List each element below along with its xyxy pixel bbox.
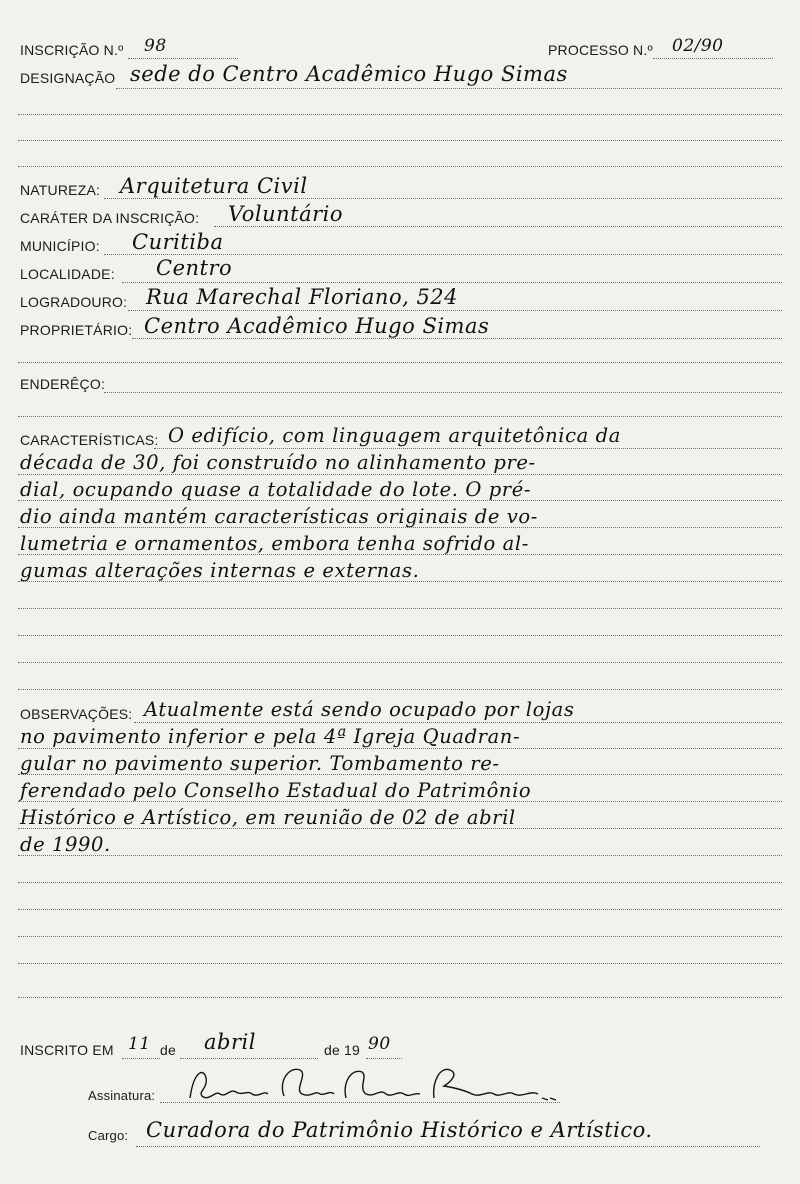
carater-label: CARÁTER DA INSCRIÇÃO:: [20, 210, 200, 226]
caracteristicas-line: gumas alterações internas e externas.: [20, 559, 420, 582]
logradouro-label: LOGRADOURO:: [20, 294, 128, 310]
observacoes-line: ferendado pelo Conselho Estadual do Patrimônio: [20, 779, 532, 802]
designacao-value: sede do Centro Acadêmico Hugo Simas: [130, 62, 568, 86]
logradouro-value: Rua Marechal Floriano, 524: [146, 285, 459, 309]
observacoes-line: de 1990.: [20, 833, 111, 856]
proprietario-line: [132, 338, 782, 339]
ruled-line: [134, 722, 782, 723]
ruled-line: [18, 416, 782, 417]
ruled-line: [18, 963, 782, 964]
caracteristicas-line: dial, ocupando quase a totalidade do lote. O pré-: [20, 478, 532, 501]
observacoes-line: no pavimento inferior e pela 4ª Igreja Quadran-: [20, 725, 521, 748]
municipio-line: [104, 254, 782, 255]
caracteristicas-label: CARACTERÍSTICAS:: [20, 432, 159, 448]
observacoes-line: gular no pavimento superior. Tombamento re-: [20, 752, 500, 775]
inscrito-month: abril: [204, 1030, 256, 1054]
localidade-line: [122, 282, 782, 283]
observacoes-label: OBSERVAÇÕES:: [20, 706, 133, 722]
natureza-line: [104, 198, 782, 199]
ruled-line: [154, 448, 782, 449]
ruled-line: [18, 936, 782, 937]
natureza-value: Arquitetura Civil: [120, 174, 308, 198]
proprietario-label: PROPRIETÁRIO:: [20, 322, 133, 338]
cargo-label: Cargo:: [88, 1128, 129, 1143]
ruled-line: [18, 362, 782, 363]
ruled-line: [18, 662, 782, 663]
ruled-line: [18, 748, 782, 749]
assinatura-label: Assinatura:: [88, 1088, 156, 1103]
municipio-label: MUNICÍPIO:: [20, 238, 100, 254]
inscrito-label: INSCRITO EM: [20, 1042, 114, 1058]
caracteristicas-line: O edifício, com linguagem arquitetônica da: [168, 424, 621, 447]
ruled-line: [18, 689, 782, 690]
observacoes-line: Atualmente está sendo ocupado por lojas: [144, 698, 575, 721]
de-label: de: [160, 1042, 176, 1058]
localidade-value: Centro: [156, 256, 233, 280]
year-prefix-label: de 19: [324, 1042, 361, 1058]
inscrito-day: 11: [128, 1034, 151, 1054]
ruled-line: [18, 114, 782, 115]
cargo-line: [136, 1146, 760, 1147]
natureza-label: NATUREZA:: [20, 182, 101, 198]
caracteristicas-line: dio ainda mantém características originais de vo-: [20, 505, 538, 528]
endereco-line: [104, 392, 782, 393]
designacao-label: DESIGNAÇÃO: [20, 70, 116, 86]
observacoes-line: Histórico e Artístico, em reunião de 02 de abril: [20, 806, 516, 829]
ruled-line: [18, 882, 782, 883]
inscricao-value: 98: [144, 36, 167, 56]
day-line: [122, 1058, 160, 1059]
proprietario-value: Centro Acadêmico Hugo Simas: [144, 314, 490, 338]
ruled-line: [18, 997, 782, 998]
ruled-line: [18, 140, 782, 141]
carater-line: [214, 226, 782, 227]
processo-label: PROCESSO N.º: [548, 42, 653, 58]
carater-value: Voluntário: [228, 202, 344, 226]
ruled-line: [18, 166, 782, 167]
ruled-line: [18, 909, 782, 910]
ruled-line: [18, 474, 782, 475]
ruled-line: [18, 855, 782, 856]
inscricao-line: [128, 58, 238, 59]
signature-image: [182, 1060, 562, 1112]
cargo-value: Curadora do Patrimônio Histórico e Artístico.: [146, 1118, 653, 1142]
processo-line: [653, 58, 773, 59]
ruled-line: [18, 635, 782, 636]
ruled-line: [18, 608, 782, 609]
processo-value: 02/90: [672, 36, 724, 56]
inscrito-year: 90: [368, 1034, 391, 1054]
localidade-label: LOCALIDADE:: [20, 266, 115, 282]
designacao-line: [116, 88, 782, 89]
caracteristicas-line: década de 30, foi construído no alinhamento pre-: [20, 451, 536, 474]
caracteristicas-line: lumetria e ornamentos, embora tenha sofrido al-: [20, 532, 529, 555]
logradouro-line: [128, 310, 782, 311]
inscricao-label: INSCRIÇÃO N.º: [20, 42, 124, 58]
month-line: [180, 1058, 318, 1059]
municipio-value: Curitiba: [132, 230, 224, 254]
endereco-label: ENDERÊÇO:: [20, 376, 106, 392]
year-line: [366, 1058, 402, 1059]
